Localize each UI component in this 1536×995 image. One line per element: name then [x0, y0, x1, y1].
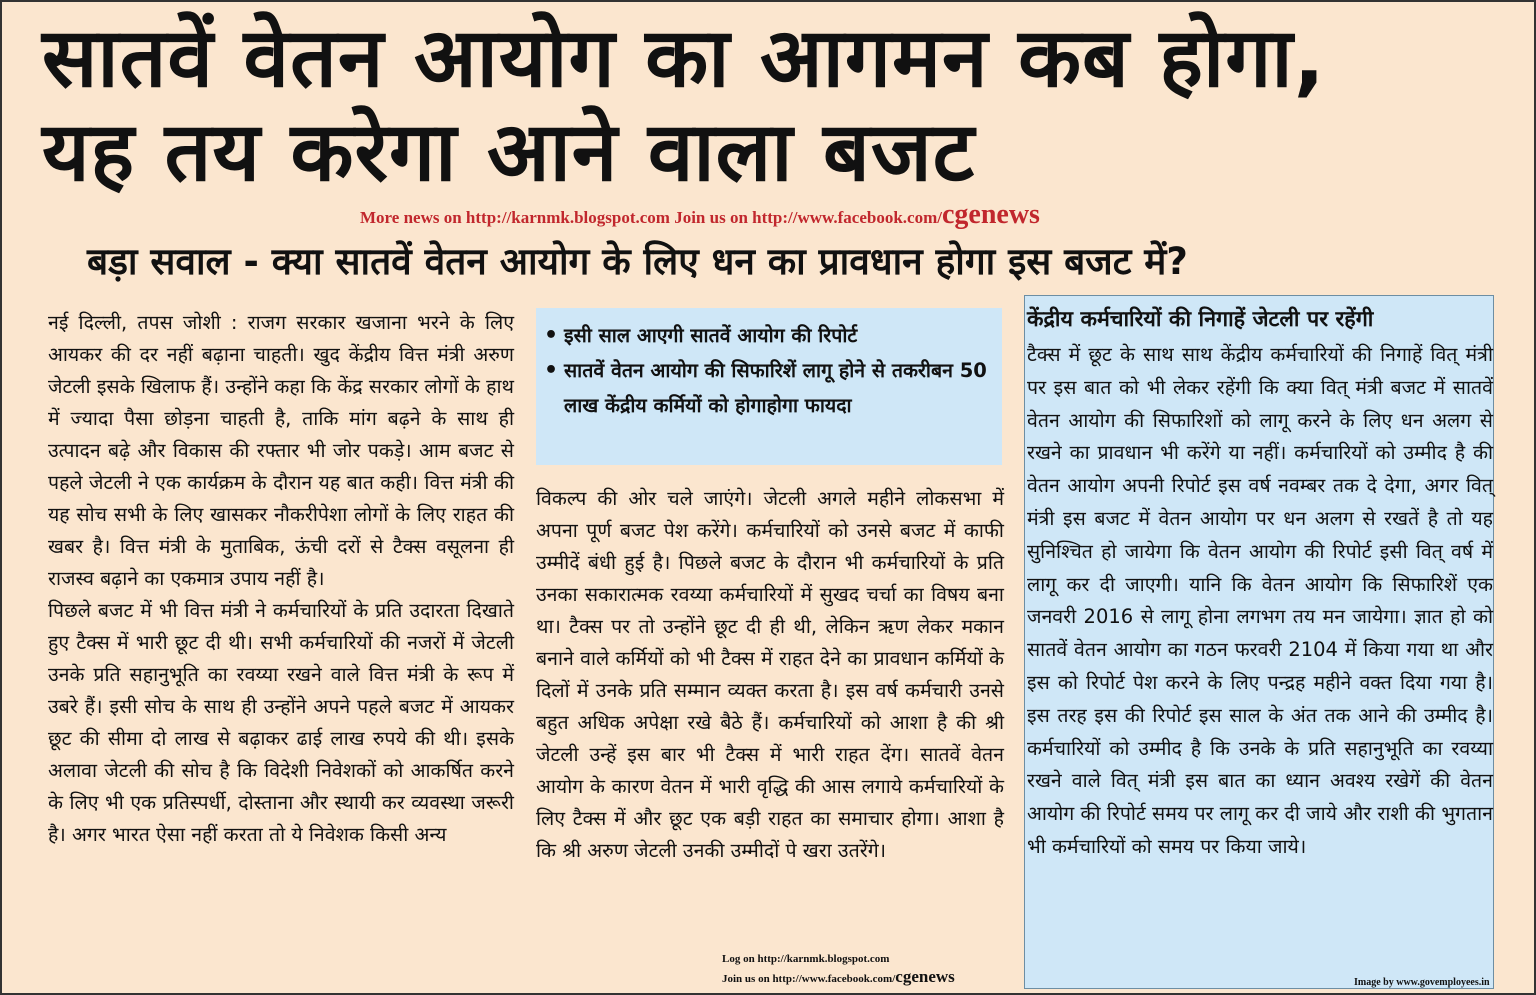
article-column-2 — [536, 483, 1004, 867]
sidebar-body — [1027, 339, 1493, 864]
article-paragraph-3: विकल्प की ओर चले जाएंगे। जेटली अगले महीने लोकसभा में अपना पूर्ण बजट पेश करेंगे। कर्मचारियों को उनसे बजट में काफी उम्मीदें बंधी हुई है। पिछले बजट के दौरान भी कर्मचारियों के प्रति उनका सकारात्मक रवय्या कर्मचारियों में सुखद चर्चा का विषय बना था। टैक्स पर तो उन्होंने छूट दी ही थी, लेकिन ऋण लेकर मकान बनाने वाले कर्मियों को भी टैक्स में राहत देने का प्रावधान कर्मियों के दिलों में उनके प्रति सम्मान व्यक्त करता है। इस वर्ष कर्मचारी उनसे बहुत अधिक अपेक्षा रखे बैठे हैं। कर्मचारियों को आशा है की श्री जेटली उन्हें इस बार भी टैक्स में भारी राहत देंग। सातवें वेतन आयोग के कारण वेतन में भारी वृद्धि की आस लगाये कर्मचारियों के लिए टैक्स में और छूट एक बड़ी राहत का समाचार होगा। आशा है कि श्री अरुण जेटली उनकी उम्मीदों पे खरा उतरेंगे। — [536, 487, 1004, 862]
image-credit: Image by www.govemployees.in — [1354, 977, 1490, 988]
headline-line-2: यह तय करेगा आने वाला बजट — [42, 105, 976, 200]
sidebar-title: केंद्रीय कर्मचारियों की निगाहें जेटली पर रहेंगी — [1027, 307, 1374, 332]
highlights-list — [540, 318, 988, 423]
top-credit-line — [360, 199, 1040, 231]
highlight-item-1: • इसी साल आएगी सातवें आयोग की रिपोर्ट — [540, 318, 988, 353]
bottom-credit — [722, 950, 955, 988]
subheadline: बड़ा सवाल - क्या सातवें वेतन आयोग के लिए धन का प्रावधान होगा इस बजट में? — [87, 240, 1188, 283]
headline — [42, 12, 1502, 200]
highlight-item-2: • सातवें वेतन आयोग की सिफारिशें लागू होने से तकरीबन 50 लाख केंद्रीय कर्मियों को होगाहोगा फायदा — [540, 353, 988, 423]
bottom-credit-line-1: Log on http://karnmk.blogspot.com — [722, 953, 890, 965]
headline-line-1: सातवें वेतन आयोग का आगमन कब होगा, — [42, 11, 1326, 106]
top-credit-text: More news on http://karnmk.blogspot.com Join us on http://www.facebook.com/ — [360, 208, 942, 227]
top-credit-brand: cgenews — [941, 199, 1040, 230]
highlights-box — [536, 308, 1002, 465]
article-paragraph-2: पिछले बजट में भी वित्त मंत्री ने कर्मचारियों के प्रति उदारता दिखाते हुए टैक्स में भारी छूट दी थी। सभी कर्मचारियों की नजरों में जेटली उनके प्रति सहानुभूति का रवय्या रखने वाले वित्त मंत्री के रूप में उबरे हैं। इसी सोच के साथ ही उन्होंने अपने पहले बजट में आयकर छूट की सीमा दो लाख से बढ़ाकर ढाई लाख रुपये की थी। इसके अलावा जेटली की सोच है कि विदेशी निवेशकों को आकर्षित करने के लिए भी एक प्रतिस्पर्धी, दोस्ताना और स्थायी कर व्यवस्था जरूरी है। अगर भारत ऐसा नहीं करता तो ये निवेशक किसी अन्य — [48, 599, 514, 846]
bottom-credit-line-2: Join us on http://www.facebook.com/ — [722, 973, 896, 985]
sidebar-paragraph: टैक्स में छूट के साथ साथ केंद्रीय कर्मचारियों की निगाहें वित् मंत्री पर इस बात को भी लेकर रहेंगी कि क्या वित् मंत्री बजट में सातवें वेतन आयोग की सिफारिशों को लागू करने के लिए धन अलग से रखने का प्रावधान भी करेंगे या नहीं। कर्मचारियों को उम्मीद है की वेतन आयोग अपनी रिपोर्ट इस वर्ष नवम्बर तक दे देगा, अगर वित् मंत्री इस बजट में वेतन आयोग पर धन अलग से रखतें है तो यह सुनिश्चित हो जायेगा कि वेतन आयोग की रिपोर्ट इसी वित् वर्ष में लागू कर दी जाएगी। यानि कि वेतन आयोग कि सिफारिशें एक जनवरी 2016 से लागू होना लगभग तय मन जायेगा। ज्ञात हो को सातवें वेतन आयोग का गठन फरवरी 2104 में किया गया था और इस को रिपोर्ट पेश करने के लिए पन्द्रह महीने वक्त दिया गया है। इस तरह इस की रिपोर्ट इस साल के अंत तक आने की उम्मीद है। कर्मचारियों को उम्मीद है कि उनके के प्रति सहानुभूति का रवय्या रखने वाले वित् मंत्री इस बात का ध्यान अवश्य रखेगें की वेतन आयोग की रिपोर्ट समय पर लागू कर दी जाये और राशी की भुगतान भी कर्मचारियों को समय पर किया जाये। — [1027, 343, 1493, 858]
article-paragraph-1: नई दिल्ली, तपस जोशी : राजग सरकार खजाना भरने के लिए आयकर की दर नहीं बढ़ाना चाहती। खुद केंद्रीय वित्त मंत्री अरुण जेटली इसके खिलाफ हैं। उन्होंने कहा कि केंद्र सरकार लोगों के हाथ में ज्यादा पैसा छोड़ना चाहती है, ताकि मांग बढ़ने के साथ ही उत्पादन बढ़े और विकास की रफ्तार भी जोर पकड़े। आम बजट से पहले जेटली ने एक कार्यक्रम के दौरान यह बात कही। वित्त मंत्री की यह सोच सभी के लिए खासकर नौकरीपेशा लोगों के लिए राहत की खबर है। वित्त मंत्री के मुताबिक, ऊंची दरों से टैक्स वसूलना ही राजस्व बढ़ाने का एकमात्र उपाय नहीं है। — [48, 311, 514, 590]
article-column-1 — [48, 307, 514, 851]
bottom-credit-brand: cgenews — [895, 967, 955, 986]
